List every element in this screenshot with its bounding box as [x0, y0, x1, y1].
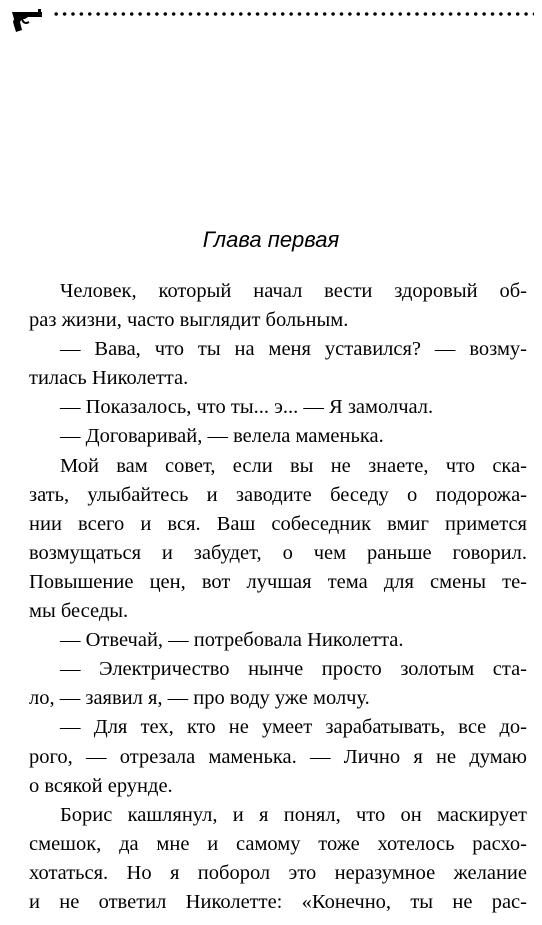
text-line: — Отвечай, — потребовала Николетта. — [60, 629, 404, 652]
text-line: Мой вам совет, если вы не знаете, что ска- — [60, 454, 527, 477]
text-line: зать, улыбайтесь и заводите беседу о подорожа- — [29, 483, 527, 506]
text-line: и не ответил Николетте: «Конечно, ты не рас- — [29, 890, 527, 913]
text-line: Человек, который начал вести здоровый об- — [60, 280, 527, 302]
chapter-title: Глава первая — [202, 227, 340, 252]
text-line: — Показалось, что ты... э... — Я замолчал. — [60, 396, 434, 419]
text-line: ло, — заявил я, — про воду уже молчу. — [29, 687, 370, 710]
body-text — [29, 277, 527, 917]
text-line: рого, — отрезала маменька. — Лично я не думаю — [29, 745, 527, 768]
text-line: хотаться. Но я поборол это неразумное желание — [29, 861, 527, 884]
dotted-rule — [52, 12, 534, 16]
text-line: тилась Николетта. — [29, 367, 189, 390]
text-line: мы беседы. — [29, 600, 129, 623]
text-line: о всякой ерунде. — [29, 774, 173, 797]
text-line: — Электричество нынче просто золотым ста- — [60, 658, 527, 681]
text-line: Борис кашлянул, и я понял, что он маскирует — [60, 803, 527, 826]
text-line: нии всего и вся. Ваш собеседник вмиг примется — [29, 512, 527, 535]
page-header — [0, 0, 542, 40]
text-line: — Договаривай, — велела маменька. — [60, 425, 384, 448]
text-line: смешок, да мне и самому тоже хотелось расхо- — [29, 832, 527, 855]
text-line: возмущаться и забудет, о чем раньше говорил. — [29, 541, 527, 564]
text-line: Повышение цен, вот лучшая тема для смены те- — [29, 570, 527, 593]
text-line: раз жизни, часто выглядит больным. — [29, 309, 349, 332]
revolver-icon — [8, 6, 48, 34]
text-line: — Вава, что ты на меня уставился? — возму- — [60, 338, 527, 361]
text-line: — Для тех, кто не умеет зарабатывать, все до- — [60, 716, 527, 739]
